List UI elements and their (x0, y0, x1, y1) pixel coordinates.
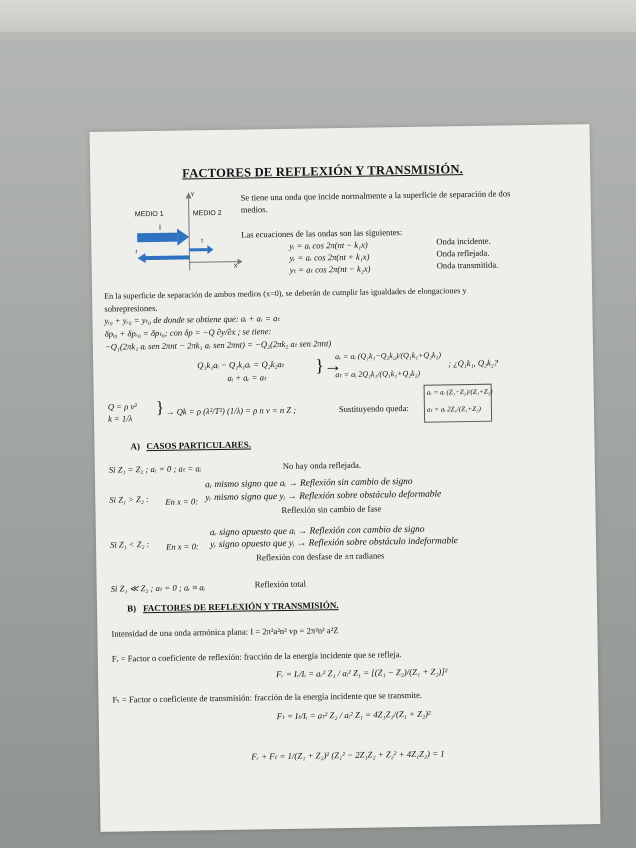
incident-label: i (158, 222, 161, 232)
substituting-label: Sustituyendo queda: (338, 402, 409, 415)
case2-line-2: yᵣ mismo signo que yᵢ → Reflexión sobre obstáculo deformable (205, 489, 442, 504)
eq-incident: yᵢ = aᵢ cos 2π(nt − k₁x) (289, 239, 368, 251)
medio1-label: MEDIO 1 (134, 210, 164, 219)
ft-equation: Fₜ = Iₜ/Iᵢ = aₜ² Z₂ / aᵢ² Z₁ = 4Z₁Z₂/(Z₁ + Z₂)² (276, 708, 431, 722)
x-axis-line (190, 262, 238, 263)
ft-definition: Fₜ = Factor o coeficiente de transmisión: fracción de la energía incidente que se transmite. (112, 689, 423, 705)
section-a-title: CASOS PARTICULARES. (146, 439, 252, 452)
boundary-line-2: sobrepresiones. (104, 302, 158, 314)
case3-condition: Si Z₁ < Z₂ : (109, 539, 150, 550)
transmitted-label: t (201, 238, 203, 245)
case1-result: No hay onda reflejada. (282, 459, 362, 471)
box-ar: aᵣ = aᵢ (Z₁−Z₂)/(Z₁+Z₂) (426, 387, 493, 397)
intro-line-1: Se tiene una onda que incide normalmente a la superficie de separación de dos (240, 188, 511, 203)
qk-brace: } (155, 397, 165, 417)
case3-line-1: aᵣ signo apuesto que aᵢ → Reflexión con cambio de signo (209, 524, 425, 539)
medio2-label: MEDIO 2 (192, 209, 222, 218)
x-axis-label: X (233, 263, 238, 270)
incident-arrow-body (137, 233, 177, 243)
label-incident: Onda incidente. (436, 235, 491, 247)
x-axis-arrow (238, 259, 243, 265)
intro-line-2: medios. (240, 204, 268, 215)
derivation-line-1: yᵢ₀ + yᵣ₀ = yₜ₀ de donde se obtiene que: aᵢ + aᵣ = aₜ (104, 313, 280, 326)
case3-enx: En x = 0: (165, 541, 199, 552)
case2-line-1: aᵣ mismo signo que aᵢ → Reflexión sin cambio de signo (205, 476, 413, 491)
intensity-formula: Intensidad de una onda armónica plana: I = 2π²a²n² vρ = 2π²n² a²Z (111, 625, 339, 639)
eq-transmitted: yₜ = aₜ cos 2π(nt − k₂x) (289, 263, 371, 275)
result-box (424, 384, 493, 423)
sum-equation: Fᵣ + Fₜ = 1/(Z₁ + Z₂)² (Z₁² − 2Z₁Z₂ + Z₂² + 4Z₁Z₂) = 1 (251, 748, 445, 762)
case2-condition: Si Z₁ > Z₂ : (109, 494, 149, 505)
boundary-line-1: En la superficie de separación de ambos medios (x=0), se deberán de cumplir las igualdades de elongaciones y (104, 286, 467, 301)
case4-condition: Si Z₁ ≪ Z₂ ; aₜ = 0 ; aᵣ ≈ aᵢ (110, 582, 206, 594)
case4-result: Reflexión total (254, 578, 307, 590)
system-brace: }→ (315, 355, 343, 376)
case3-line-2: yᵣ signo opuesto que yᵢ → Reflexión sobre obstáculo indeformable (209, 536, 459, 551)
equations-heading: Las ecuaciones de las ondas son las siguientes: (241, 227, 403, 240)
document-page (90, 124, 601, 832)
system-eq-2: aᵢ + aᵣ = aₜ (227, 372, 267, 383)
result-at: aₜ = aᵢ 2Q₁k₁/(Q₁k₁+Q₂k₂) (335, 368, 421, 380)
question-qk: ; ¿Q₁k₁, Q₂k₂? (448, 357, 499, 369)
label-transmitted: Onda transmitida. (436, 259, 499, 271)
wave-diagram (132, 190, 243, 276)
transmitted-arrow-body (189, 248, 207, 251)
page-title: FACTORES DE REFLEXIÓN Y TRANSMISIÓN. (182, 162, 464, 181)
reflected-label: r (135, 249, 138, 256)
box-at: aₜ = aᵢ 2Z₁/(Z₁+Z₂) (426, 404, 481, 414)
case2-result: Reflexión sin cambio de fase (281, 503, 382, 516)
transmitted-arrow-head (207, 245, 213, 254)
system-eq-1: Q₁k₁aᵢ − Q₁k₁aᵣ = Q₂k₂aₜ (197, 358, 285, 371)
label-reflected: Onda reflejada. (436, 247, 490, 259)
q-definition: Q = ρ v² (107, 401, 137, 412)
qk-equation: → Qk = ρ (λ²/T²) (1/λ) = ρ n v = n Z ; (165, 404, 297, 417)
reflected-arrow-head (137, 253, 145, 263)
k-definition: k = 1/λ (107, 413, 133, 424)
case1-condition: Si Z₁ = Z₂ ; aᵣ = 0 ; aₜ = aᵢ (108, 463, 202, 475)
section-b-title: FACTORES DE REFLEXIÓN Y TRANSMISIÓN. (142, 600, 339, 614)
eq-reflected: yᵣ = aᵣ cos 2π(nt + k₁x) (289, 251, 370, 263)
fr-equation: Fᵣ = Iᵣ/Iᵢ = aᵣ² Z₁ / aᵢ² Z₁ = [(Z₁ − Z₂)/(Z₁ + Z₂)]² (275, 666, 448, 680)
fr-definition: Fᵣ = Factor o coeficiente de reflexión: fracción de la energía incidente que se refleja. (111, 649, 402, 664)
case3-result: Reflexión con desfase de ±π radianes (256, 550, 385, 563)
y-axis-label: Y (190, 192, 195, 199)
derivation-line-3: −Q₁(2πk₁ aᵢ sen 2πnt − 2πk₁ aᵣ sen 2πnt) = −Q₂(2πk₂ aₜ sen 2πnt) (104, 338, 332, 352)
result-ar: aᵣ = aᵢ (Q₁k₁−Q₂k₂)/(Q₁k₁+Q₂k₂) (335, 350, 442, 362)
reflected-arrow-body (143, 255, 189, 260)
section-a-prefix: A) (130, 441, 141, 452)
diagram-svg (132, 190, 243, 276)
derivation-line-2: δpᵢ₀ + δpᵣ₀ = δpₜ₀; con δp = −Q ∂y/∂x ; se tiene: (104, 326, 272, 339)
case2-enx: En x = 0: (165, 496, 199, 507)
incident-arrow-head (177, 228, 189, 245)
section-b-prefix: B) (126, 603, 137, 614)
